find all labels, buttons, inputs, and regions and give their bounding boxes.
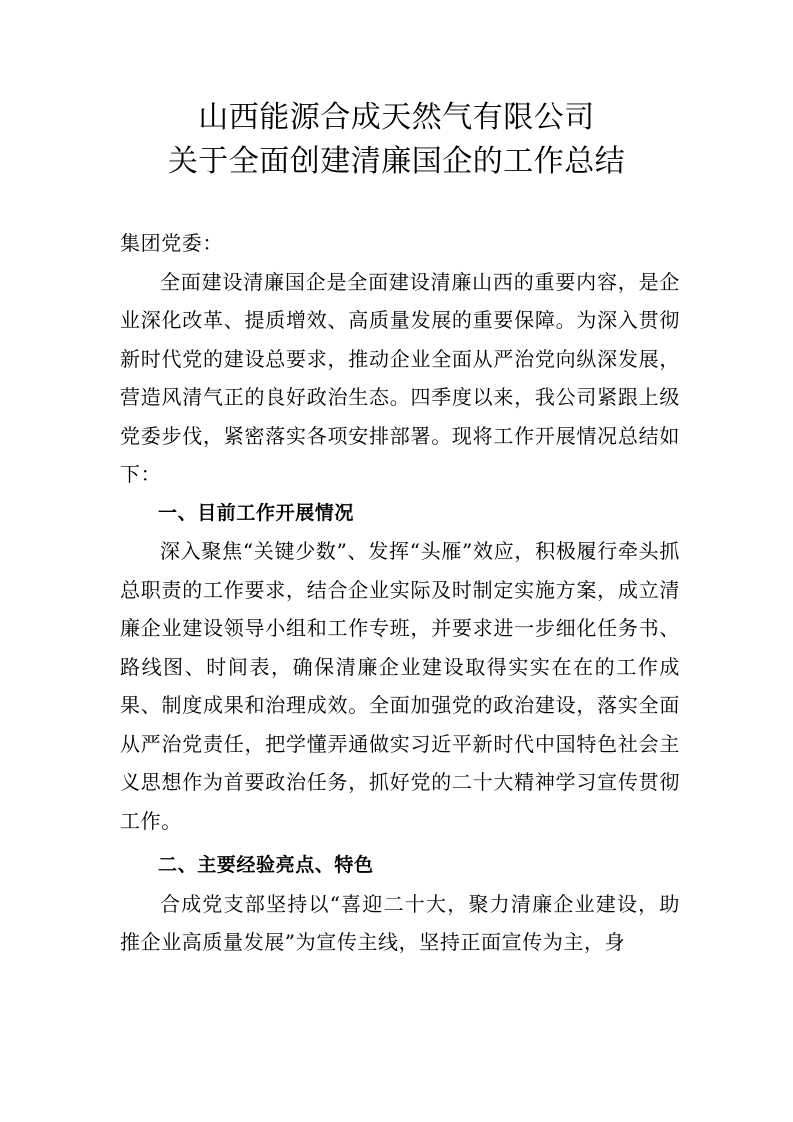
section1-paragraph: 深入聚焦“关键少数”、发挥“头雁”效应，积极履行牵头抓总职责的工作要求，结合企业实际及时制定实施方案，成立清廉企业建设领导小组和工作专班，并要求进一步细化任务书、路线图、时间表，确保清廉企业建设取得实实在在的工作成果、制度成果和治理成效。全面加强党的政治建设，落实全面从严治党责任，把学懂弄通做实习近平新时代中国特色社会主义思想作为首要政治任务，抓好党的二十大精神学习宣传贯彻工作。: [120, 539, 680, 833]
section2-heading: 二、主要经验亮点、特色: [158, 854, 374, 876]
document-title-line2: 关于全面创建清廉国企的工作总结: [167, 144, 626, 179]
document-body: [120, 224, 680, 962]
intro-paragraph: 全面建设清廉国企是全面建设清廉山西的重要内容，是企业深化改革、提质增效、高质量发展的重要保障。为深入贯彻新时代党的建设总要求，推动企业全面从严治党向纵深发展，营造风清气正的良好政治生态。四季度以来，我公司紧跟上级党委步伐，紧密落实各项安排部署。现将工作开展情况总结如下：: [120, 269, 680, 486]
salutation: 集团党委：: [120, 231, 223, 255]
section2-paragraph: 合成党支部坚持以“喜迎二十大，聚力清廉企业建设，助推企业高质量发展”为宣传主线，坚持正面宣传为主，身: [120, 891, 680, 954]
section1-heading: 一、目前工作开展情况: [158, 501, 355, 524]
document-title-line1: 山西能源合成天然气有限公司: [198, 100, 595, 135]
